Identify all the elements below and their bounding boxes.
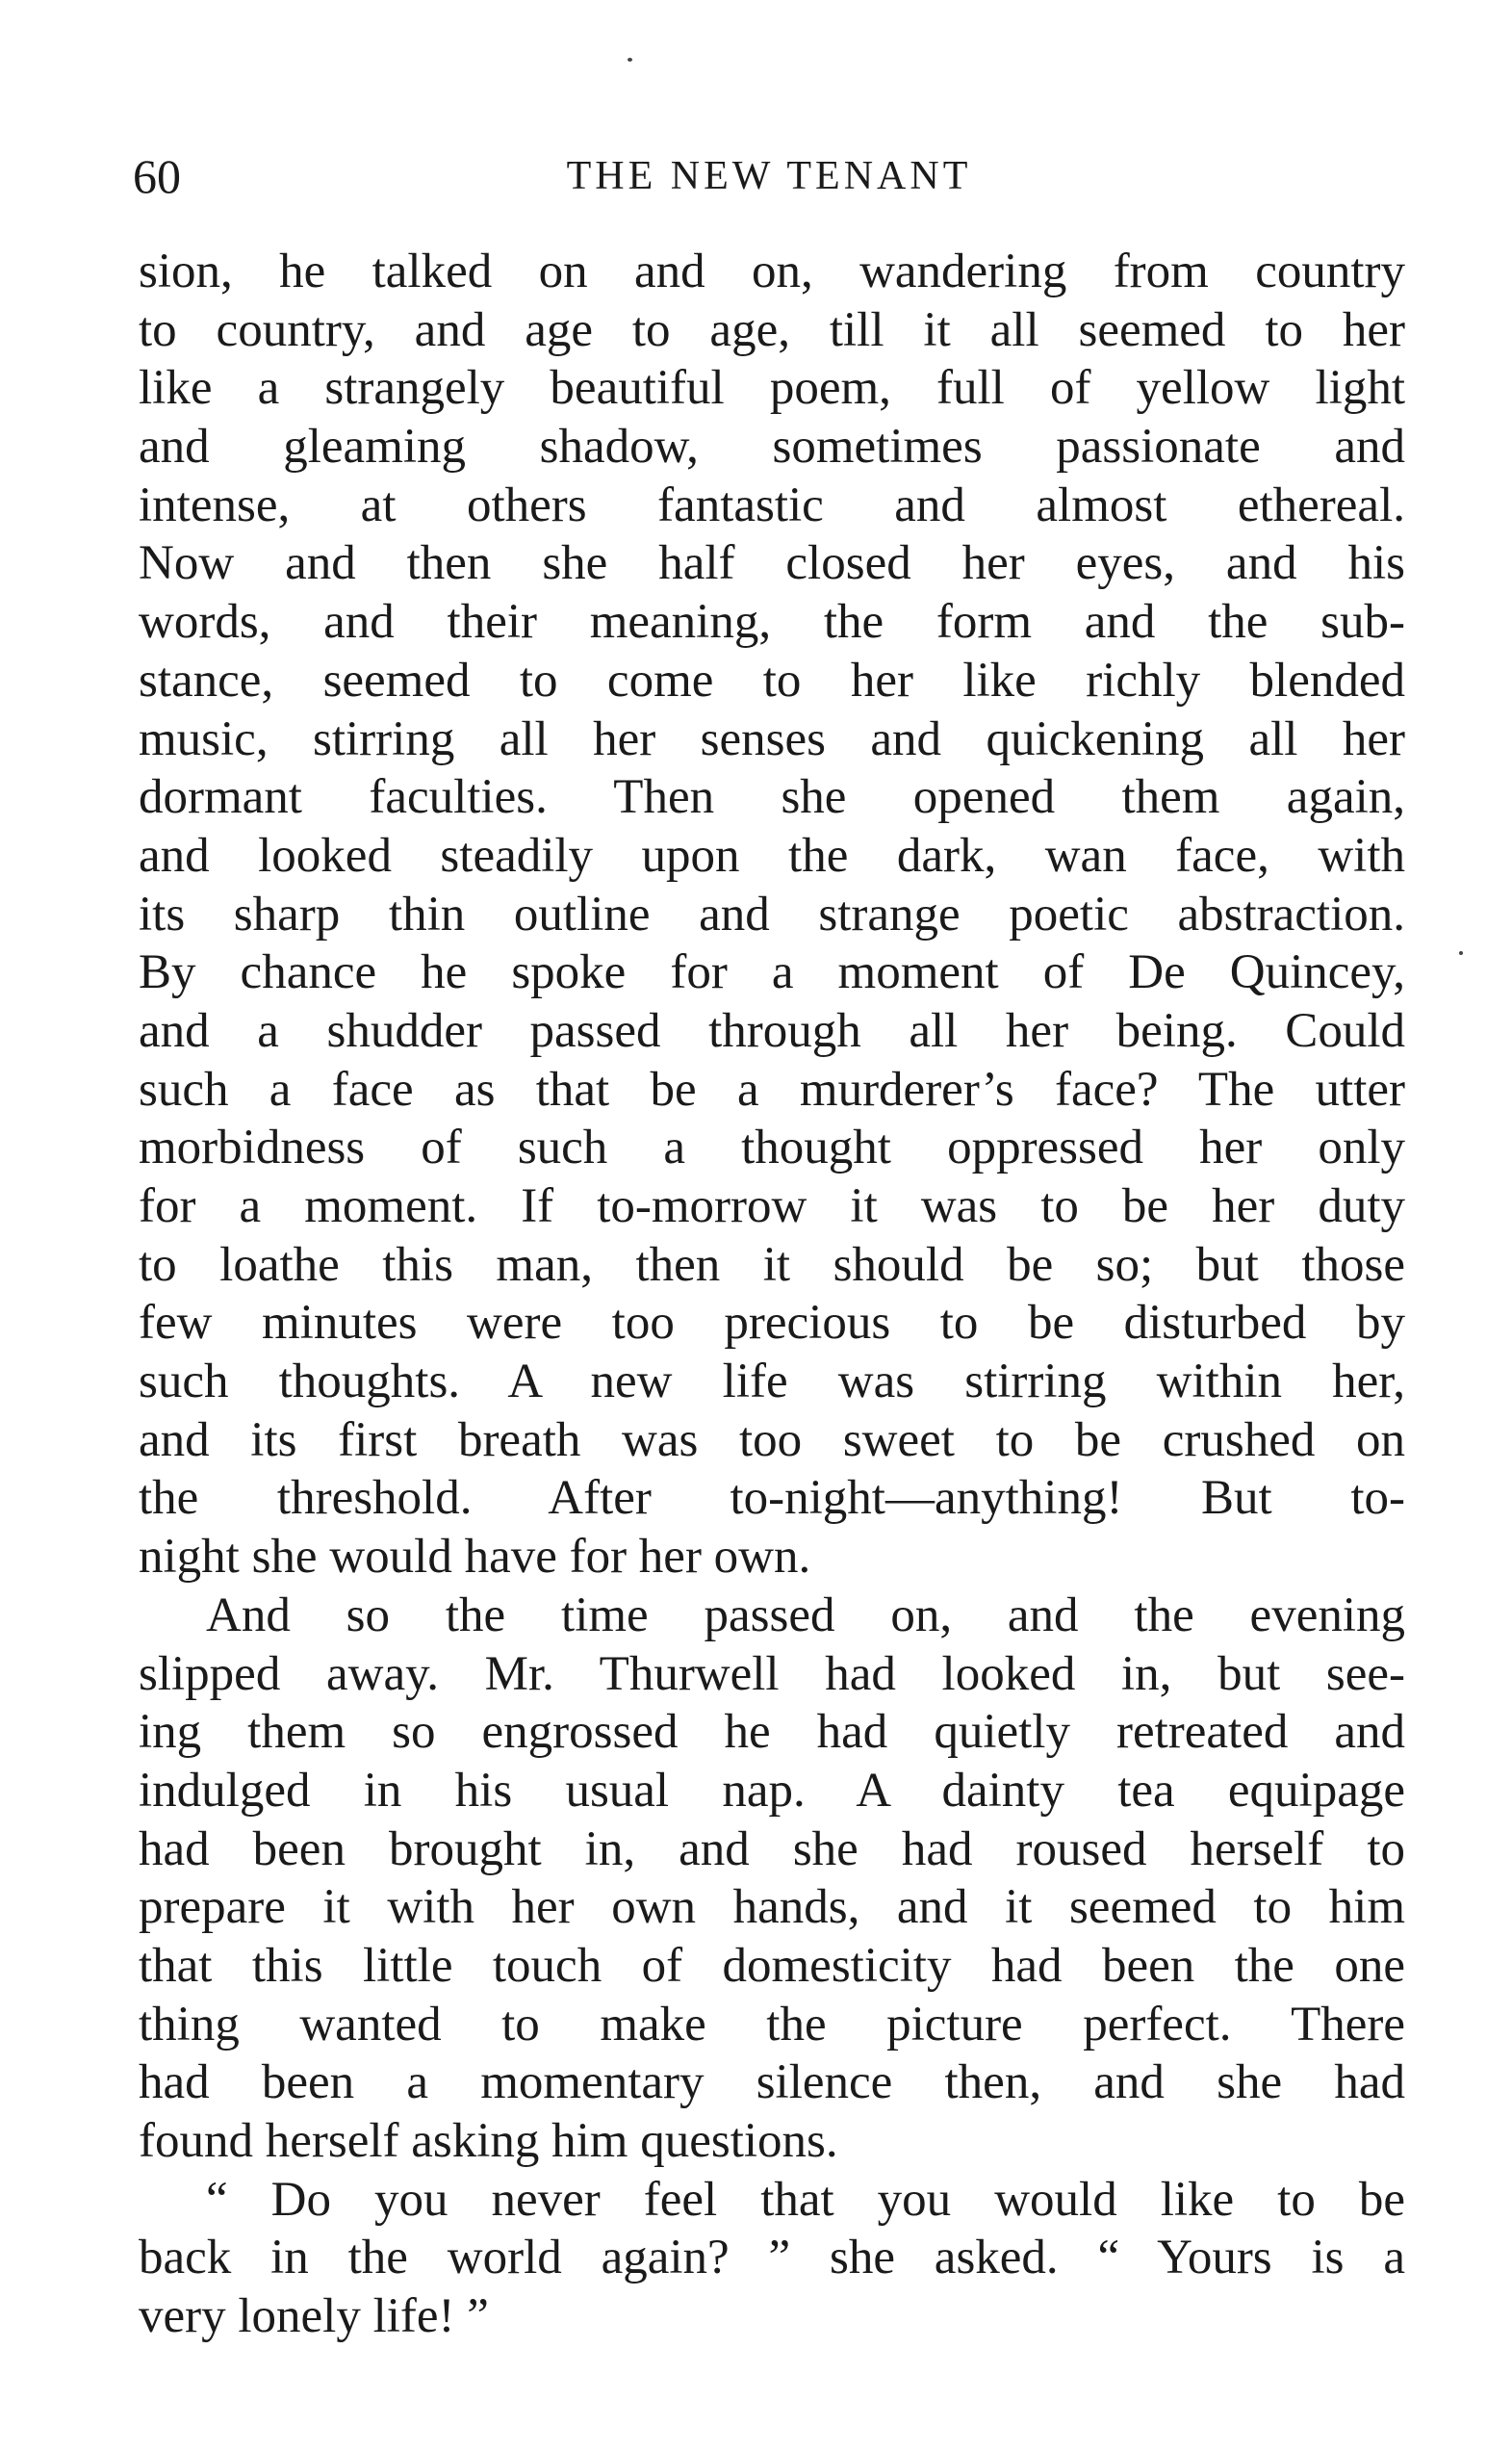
text-line: few minutes were too precious to be disturbed by: [139, 1296, 1405, 1351]
text-line: the threshold. After to-night—anything! But to-: [139, 1471, 1405, 1526]
paragraph-start-line: “ Do you never feel that you would like to be: [206, 2172, 1405, 2227]
text-line: sion, he talked on and on, wandering from country: [139, 245, 1405, 298]
paragraph-start-line: And so the time passed on, and the evening: [206, 1587, 1405, 1642]
page-number: 60: [133, 149, 181, 203]
body-text: [139, 243, 1405, 2346]
text-line: prepare it with her own hands, and it seemed to him: [139, 1880, 1405, 1935]
text-line: back in the world again? ” she asked. “ Yours is a: [139, 2231, 1405, 2285]
text-line: that this little touch of domesticity had been the one: [139, 1938, 1405, 1993]
text-line: to country, and age to age, till it all seemed to her: [139, 302, 1405, 357]
text-line: and a shudder passed through all her being. Could: [139, 1003, 1405, 1058]
paragraph-end-line: very lonely life! ”: [139, 2289, 489, 2344]
text-line: indulged in his usual nap. A dainty tea equipage: [139, 1763, 1405, 1818]
text-line: Now and then she half closed her eyes, and his: [139, 536, 1405, 591]
text-line: for a moment. If to-morrow it was to be her duty: [139, 1179, 1405, 1233]
paragraph-end-line: found herself asking him questions.: [139, 2114, 838, 2168]
text-line: its sharp thin outline and strange poetic abstraction.: [139, 887, 1405, 942]
text-line: ing them so engrossed he had quietly retreated and: [139, 1705, 1405, 1760]
text-line: had been brought in, and she had roused herself to: [139, 1821, 1405, 1876]
text-line: such thoughts. A new life was stirring within her,: [139, 1355, 1405, 1409]
text-line: slipped away. Mr. Thurwell had looked in, but see-: [139, 1646, 1405, 1701]
text-line: such a face as that be a murderer’s face? The utter: [139, 1062, 1405, 1117]
text-line: morbidness of such a thought oppressed her only: [139, 1121, 1405, 1175]
text-line: By chance he spoke for a moment of De Quincey,: [139, 945, 1405, 1000]
text-line: stance, seemed to come to her like richly blended: [139, 653, 1405, 708]
paragraph-end-line: night she would have for her own.: [139, 1530, 811, 1585]
text-line: and looked steadily upon the dark, wan face, with: [139, 828, 1405, 883]
text-line: had been a momentary silence then, and she had: [139, 2055, 1405, 2110]
text-line: words, and their meaning, the form and the sub-: [139, 595, 1405, 650]
text-line: thing wanted to make the picture perfect. There: [139, 1997, 1405, 2052]
text-line: intense, at others fantastic and almost ethereal.: [139, 477, 1405, 532]
text-line: dormant faculties. Then she opened them again,: [139, 770, 1405, 825]
text-line: and its first breath was too sweet to be crushed on: [139, 1412, 1405, 1467]
page-header: [133, 142, 1405, 210]
running-title: THE NEW TENANT: [566, 154, 972, 198]
scan-speck: [1459, 951, 1463, 955]
text-line: music, stirring all her senses and quickening all her: [139, 711, 1405, 766]
text-line: like a strangely beautiful poem, full of yellow light: [139, 361, 1405, 416]
text-line: to loathe this man, then it should be so; but those: [139, 1237, 1405, 1292]
text-line: and gleaming shadow, sometimes passionate and: [139, 420, 1405, 475]
scan-speck: [628, 58, 632, 62]
